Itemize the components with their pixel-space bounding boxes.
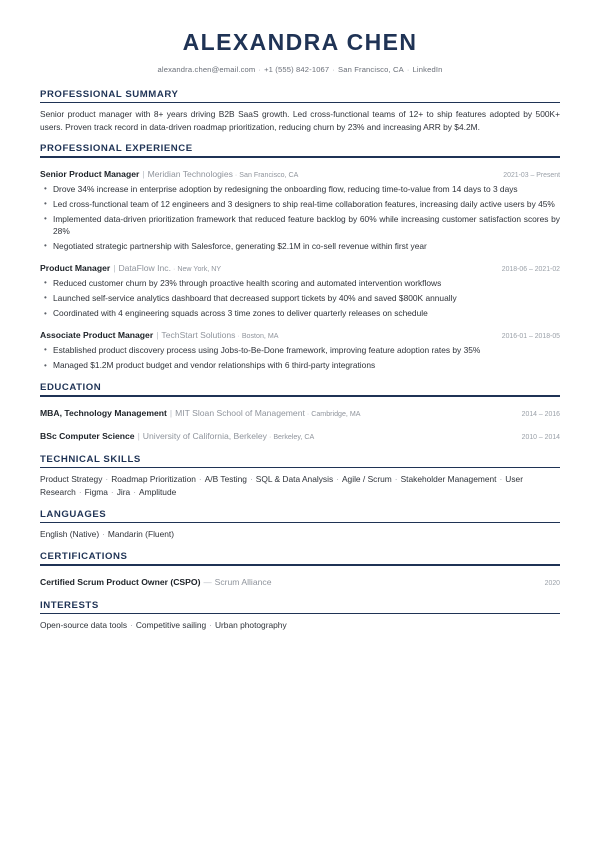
education-entry xyxy=(40,403,560,421)
skill-item: Stakeholder Management xyxy=(400,474,497,485)
list-separator: · xyxy=(130,620,133,631)
job-title: Senior Product Manager xyxy=(40,168,140,179)
list-separator: · xyxy=(336,474,339,485)
summary-text: Senior product manager with 8+ years driving B2B SaaS growth. Led cross-functional teams of 12+ to ship features adopted by 500K+ users. Proven track record in data-driven roadmap prioritization, reducing churn by 23% and increasing ARR by $4.2M. xyxy=(40,109,560,132)
entry-location-separator: · xyxy=(306,410,310,418)
company-name: Meridian Technologies xyxy=(147,168,233,179)
skill-item: Amplitude xyxy=(139,486,177,497)
school-name: University of California, Berkeley xyxy=(142,430,267,441)
skill-item: Figma xyxy=(84,486,108,497)
interest-item: Urban photography xyxy=(214,620,287,631)
entry-header xyxy=(40,325,560,343)
skill-item: Agile / Scrum xyxy=(341,474,392,485)
experience-bullet: • Reduced customer churn by 23% through proactive health scoring and automated intervention workflows xyxy=(40,278,560,290)
list-separator: · xyxy=(102,529,105,540)
list-separator: · xyxy=(133,486,137,497)
experience-bullets xyxy=(40,345,560,372)
entry-header xyxy=(40,164,560,182)
certification-entry xyxy=(40,572,560,590)
list-separator: · xyxy=(332,64,335,74)
interests-body xyxy=(40,618,560,632)
section-rule xyxy=(40,467,560,469)
skills-body xyxy=(40,472,560,499)
contact-line xyxy=(40,65,560,75)
school-name: MIT Sloan School of Management xyxy=(175,407,305,418)
section-title-experience: PROFESSIONAL EXPERIENCE xyxy=(40,143,193,155)
experience-bullet: • Led cross-functional team of 12 engineers and 3 designers to ship real-time collaboration features, increasing daily active users by 45% xyxy=(40,199,560,211)
skills-list xyxy=(40,473,560,499)
certification-issuer: Scrum Alliance xyxy=(214,576,272,587)
entry-header-left xyxy=(40,164,493,182)
entry-separator: | xyxy=(142,168,145,179)
entry-location-separator: · xyxy=(234,171,238,179)
list-separator: · xyxy=(110,486,114,497)
entry-header xyxy=(40,426,560,444)
resume-header xyxy=(40,28,560,79)
interests-list xyxy=(40,619,560,632)
section-title-interests: INTERESTS xyxy=(40,599,99,611)
entry-dates: 2018-06 – 2021-02 xyxy=(501,265,560,273)
entry-separator: | xyxy=(137,430,140,441)
section-rule xyxy=(40,564,560,566)
contact-item: San Francisco, CA xyxy=(338,64,404,74)
skill-item: Jira xyxy=(116,486,131,497)
skill-item: Product Strategy xyxy=(40,474,103,485)
certification-name: Certified Scrum Product Owner (CSPO) xyxy=(40,576,201,587)
experience-bullet: • Launched self-service analytics dashboard that decreased support tickets by 40% and saved $800K annually xyxy=(40,293,560,305)
languages-body xyxy=(40,527,560,541)
job-title: Product Manager xyxy=(40,262,111,273)
entry-location: Berkeley, CA xyxy=(273,432,315,441)
list-separator: · xyxy=(198,474,202,485)
company-name: DataFlow Inc. xyxy=(118,262,171,273)
contact-item: LinkedIn xyxy=(412,64,443,74)
entry-dates: 2014 – 2016 xyxy=(521,410,560,418)
list-separator: · xyxy=(406,64,410,74)
entry-separator: | xyxy=(113,262,116,273)
section-professional-experience xyxy=(40,143,560,372)
entry-header-left xyxy=(40,426,512,444)
section-rule xyxy=(40,522,560,524)
section-rule xyxy=(40,102,560,104)
entry-header xyxy=(40,572,560,590)
section-title-education: EDUCATION xyxy=(40,382,102,394)
interest-item: Open-source data tools xyxy=(40,620,128,631)
experience-entry xyxy=(40,258,560,320)
experience-bullet: • Coordinated with 4 engineering squads across 3 time zones to deliver quarterly releases on schedule xyxy=(40,308,560,320)
section-technical-skills xyxy=(40,454,560,499)
section-education xyxy=(40,382,560,444)
interest-item: Competitive sailing xyxy=(135,620,207,631)
section-certifications xyxy=(40,551,560,590)
entry-header xyxy=(40,258,560,276)
entry-dates: 2010 – 2014 xyxy=(521,433,560,441)
entry-location: New York, NY xyxy=(177,264,222,273)
entry-location: San Francisco, CA xyxy=(239,170,299,179)
contact-item: +1 (555) 842-1067 xyxy=(264,64,330,74)
experience-bullets xyxy=(40,184,560,253)
section-professional-summary xyxy=(40,89,560,133)
entry-location: Cambridge, MA xyxy=(311,409,361,418)
entry-dates: 2021-03 – Present xyxy=(503,171,560,179)
entry-location: Boston, MA xyxy=(241,331,279,340)
language-item: Mandarin (Fluent) xyxy=(107,529,175,540)
skill-item: User Research xyxy=(40,474,523,497)
list-separator: · xyxy=(249,474,253,485)
section-rule xyxy=(40,156,560,158)
summary-body xyxy=(40,107,560,133)
entry-location-separator: · xyxy=(172,265,176,273)
section-title-certifications: CERTIFICATIONS xyxy=(40,551,128,563)
section-interests xyxy=(40,600,560,632)
list-separator: · xyxy=(78,486,82,497)
candidate-name: ALEXANDRA CHEN xyxy=(182,29,418,55)
experience-entry xyxy=(40,325,560,372)
entry-separator: — xyxy=(203,577,212,587)
entry-dates: 2020 xyxy=(544,579,560,587)
experience-body xyxy=(40,162,560,372)
language-item: English (Native) xyxy=(40,529,100,540)
section-title-summary: PROFESSIONAL SUMMARY xyxy=(40,88,179,100)
entry-separator: | xyxy=(169,407,173,418)
entry-header xyxy=(40,403,560,421)
list-separator: · xyxy=(258,64,262,74)
skill-item: Roadmap Prioritization xyxy=(111,474,196,485)
experience-bullet: • Negotiated strategic partnership with Salesforce, generating $2.1M in co-sell revenue within first year xyxy=(40,241,560,253)
degree-name: MBA, Technology Management xyxy=(40,407,167,418)
entry-location-separator: · xyxy=(268,433,272,441)
education-body xyxy=(40,401,560,444)
section-languages xyxy=(40,509,560,541)
section-title-skills: TECHNICAL SKILLS xyxy=(40,453,141,465)
languages-list xyxy=(40,528,560,541)
section-rule xyxy=(40,613,560,615)
entry-header-left xyxy=(40,403,512,421)
experience-bullet: • Implemented data-driven prioritization framework that reduced feature backlog by 60% while increasing customer satisfaction scores by 28% xyxy=(40,214,560,238)
experience-bullet: • Established product discovery process using Jobs-to-Be-Done framework, improving feature adoption rates by 35% xyxy=(40,345,560,357)
job-title: Associate Product Manager xyxy=(40,329,154,340)
education-entry xyxy=(40,426,560,444)
contact-item: alexandra.chen@email.com xyxy=(157,64,256,74)
section-title-languages: LANGUAGES xyxy=(40,508,107,520)
entry-header-left xyxy=(40,325,492,343)
entry-header-left xyxy=(40,572,535,590)
entry-dates: 2016-01 – 2018-05 xyxy=(501,332,560,340)
skill-item: A/B Testing xyxy=(204,474,247,485)
company-name: TechStart Solutions xyxy=(161,329,236,340)
entry-header-left xyxy=(40,258,492,276)
experience-bullets xyxy=(40,278,560,320)
experience-entry xyxy=(40,164,560,253)
degree-name: BSc Computer Science xyxy=(40,430,135,441)
entry-separator: | xyxy=(156,329,159,340)
list-separator: · xyxy=(209,620,212,631)
list-separator: · xyxy=(499,474,503,485)
list-separator: · xyxy=(394,474,398,485)
section-rule xyxy=(40,395,560,397)
list-separator: · xyxy=(105,474,109,485)
certifications-body xyxy=(40,570,560,590)
experience-bullet: • Managed $1.2M product budget and vendor relationships with 6 third-party integrations xyxy=(40,360,560,372)
entry-location-separator: · xyxy=(237,332,240,340)
experience-bullet: • Drove 34% increase in enterprise adoption by redesigning the onboarding flow, reducing time-to-value from 14 days to 3 days xyxy=(40,184,560,196)
skill-item: SQL & Data Analysis xyxy=(255,474,334,485)
